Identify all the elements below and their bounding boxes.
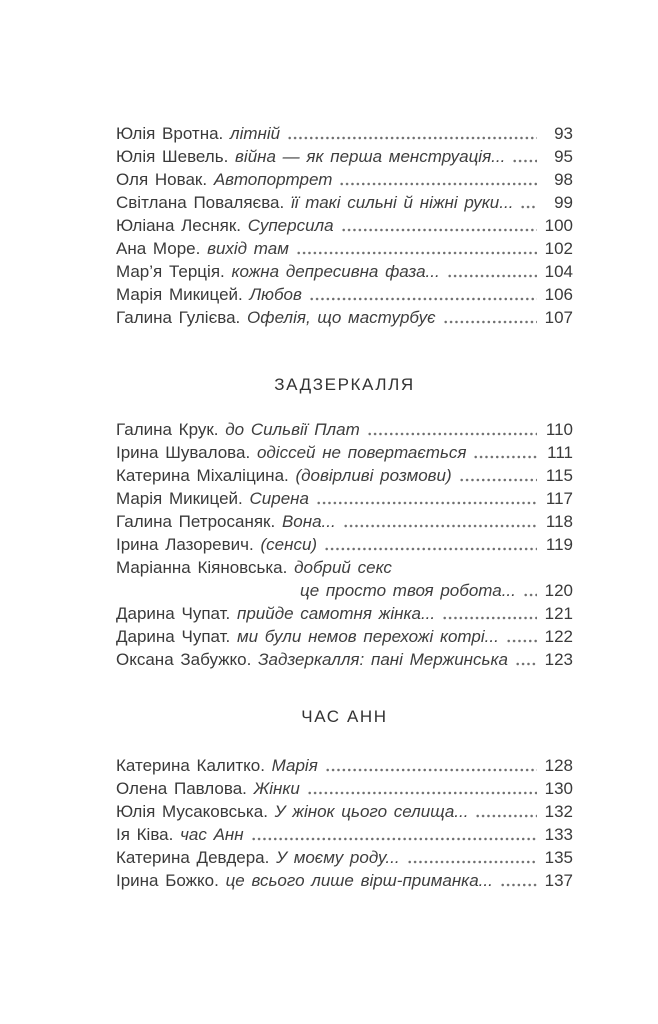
toc-row	[116, 145, 573, 168]
dot-leader	[316, 500, 537, 506]
page-number: 118	[545, 512, 573, 531]
poem-title: (довірливі розмови)	[295, 466, 452, 485]
dot-leader	[459, 477, 537, 483]
poem-title: Задзеркалля: пані Мержинська	[258, 650, 508, 669]
toc-entry-text	[116, 306, 436, 329]
author-name: Ана Море.	[116, 239, 201, 258]
poem-title: вихід там	[207, 239, 289, 258]
page-number: 100	[544, 216, 573, 235]
author-name: Галина Петросаняк.	[116, 512, 276, 531]
toc-row	[116, 846, 573, 869]
page-number: 110	[545, 420, 573, 439]
dot-leader	[251, 836, 537, 842]
page-number: 130	[544, 779, 573, 798]
dot-leader	[325, 767, 537, 773]
poem-title: до Сильвії Плат	[225, 420, 360, 439]
toc-entry-text	[116, 625, 499, 648]
toc-entry-text	[116, 777, 300, 800]
toc-entry-text	[116, 237, 289, 260]
toc-entry-text	[116, 823, 244, 846]
page-number: 133	[544, 825, 573, 844]
author-name: Ірина Шувалова.	[116, 443, 251, 462]
poem-title: Автопортрет	[213, 170, 333, 189]
author-name: Галина Гулієва.	[116, 308, 241, 327]
toc-row	[116, 214, 573, 237]
page-number: 121	[544, 604, 573, 623]
section-header: ЧАС АНН	[301, 707, 388, 726]
author-name: Оксана Забужко.	[116, 650, 252, 669]
dot-leader	[512, 158, 537, 164]
author-name: Катерина Девдера.	[116, 848, 270, 867]
toc-row	[116, 441, 573, 464]
toc-entry-text	[116, 510, 336, 533]
toc-entry-text	[116, 869, 493, 892]
page-number: 99	[554, 193, 573, 212]
author-name: Катерина Калитко.	[116, 756, 265, 775]
toc-row	[116, 168, 573, 191]
dot-leader	[515, 661, 537, 667]
poem-title: добрий секс	[294, 558, 392, 577]
author-name: Марія Микицей.	[116, 489, 243, 508]
poem-title: Вона...	[281, 512, 336, 531]
dot-leader	[287, 135, 537, 141]
dot-leader	[407, 859, 537, 865]
page-number: 93	[554, 124, 573, 143]
dot-leader	[341, 227, 537, 233]
page-number: 128	[544, 756, 573, 775]
toc-entry-text	[116, 260, 440, 283]
toc-row	[116, 533, 573, 556]
toc-entry-text	[116, 464, 452, 487]
toc-entry-text	[116, 168, 332, 191]
toc-entry-text	[116, 487, 309, 510]
toc-row	[116, 648, 573, 671]
toc-entry-text	[116, 800, 468, 823]
poem-title: прийде самотня жінка...	[236, 604, 436, 623]
toc-row	[116, 283, 573, 306]
poem-title: У моєму роду...	[276, 848, 400, 867]
section-header: ЗАДЗЕРКАЛЛЯ	[274, 375, 415, 394]
poem-title: (сенси)	[260, 535, 318, 554]
page-number: 137	[544, 871, 573, 890]
toc-row	[116, 191, 573, 214]
page-number: 102	[544, 239, 573, 258]
poem-title: кожна депресивна фаза...	[231, 262, 440, 281]
page-number: 132	[544, 802, 573, 821]
page-number: 135	[544, 848, 573, 867]
author-name: Дарина Чупат.	[116, 604, 231, 623]
dot-leader	[442, 615, 537, 621]
toc-entry-text	[116, 846, 400, 869]
dot-leader	[307, 790, 537, 796]
dot-leader	[324, 546, 537, 552]
toc-entry-text	[116, 556, 392, 579]
dot-leader	[343, 523, 537, 529]
toc-row	[116, 122, 573, 145]
dot-leader	[506, 638, 537, 644]
page-number: 117	[545, 489, 573, 508]
toc-row	[116, 237, 573, 260]
toc-entry-text	[116, 283, 302, 306]
author-name: Мар’я Терція.	[116, 262, 225, 281]
toc-entry-text	[116, 533, 317, 556]
author-name: Дарина Чупат.	[116, 627, 231, 646]
poem-title: ми були немов перехожі котрі...	[236, 627, 499, 646]
toc-entry-text	[116, 191, 513, 214]
poem-title: Сирена	[249, 489, 309, 508]
dot-leader	[296, 250, 537, 256]
poem-title: час Анн	[180, 825, 244, 844]
author-name: Юліана Лесняк.	[116, 216, 241, 235]
poem-title-continuation: це просто твоя робота...	[300, 581, 516, 600]
toc-row	[116, 625, 573, 648]
dot-leader	[443, 319, 537, 325]
poem-title: літній	[230, 124, 281, 143]
author-name: Галина Крук.	[116, 420, 219, 439]
poem-title: це всього лише вірш-приманка...	[225, 871, 493, 890]
toc-entry-text	[116, 441, 466, 464]
dot-leader	[309, 296, 537, 302]
poem-title: Суперсила	[247, 216, 334, 235]
toc-row	[116, 464, 573, 487]
author-name: Юлія Шевель.	[116, 147, 229, 166]
toc-row	[116, 777, 573, 800]
page-number: 119	[545, 535, 573, 554]
page-number: 98	[554, 170, 573, 189]
author-name: Оля Новак.	[116, 170, 208, 189]
poem-title: У жінок цього селища...	[274, 802, 469, 821]
author-name: Катерина Міхаліцина.	[116, 466, 289, 485]
dot-leader	[475, 813, 537, 819]
dot-leader	[447, 273, 537, 279]
dot-leader	[520, 204, 537, 210]
toc-section	[116, 373, 573, 671]
author-name: Світлана Поваляєва.	[116, 193, 285, 212]
toc-row	[116, 556, 573, 579]
toc-row	[116, 418, 573, 441]
dot-leader	[367, 431, 537, 437]
author-name: Олена Павлова.	[116, 779, 247, 798]
table-of-contents	[116, 122, 573, 892]
toc-row	[116, 869, 573, 892]
toc-section	[116, 705, 573, 892]
toc-row	[116, 754, 573, 777]
author-name: Ірина Лазоревич.	[116, 535, 254, 554]
toc-entry-text	[116, 214, 334, 237]
author-name: Ія Ківа.	[116, 825, 174, 844]
poem-title: Марія	[271, 756, 318, 775]
toc-row	[116, 800, 573, 823]
author-name: Маріанна Кіяновська.	[116, 558, 288, 577]
toc-entry-text	[116, 602, 435, 625]
toc-row	[116, 510, 573, 533]
poem-title: її такі сильні й ніжні руки...	[290, 193, 514, 212]
page-number: 115	[545, 466, 573, 485]
page-number: 122	[544, 627, 573, 646]
page-number: 107	[544, 308, 573, 327]
toc-entry-text	[116, 648, 508, 671]
poem-title: одіссей не повертається	[256, 443, 467, 462]
toc-row	[116, 260, 573, 283]
poem-title: Жінки	[253, 779, 300, 798]
poem-title: війна — як перша менструація...	[235, 147, 506, 166]
dot-leader	[339, 181, 537, 187]
page-number: 120	[544, 581, 573, 600]
toc-entry-text	[116, 754, 318, 777]
author-name: Юлія Мусаковська.	[116, 802, 268, 821]
page-number: 95	[554, 147, 573, 166]
toc-entry-text	[116, 122, 280, 145]
dot-leader	[523, 592, 537, 598]
page-number: 104	[544, 262, 573, 281]
poem-title: Любов	[249, 285, 302, 304]
dot-leader	[500, 882, 537, 888]
author-name: Марія Микицей.	[116, 285, 243, 304]
toc-row	[116, 602, 573, 625]
author-name: Ірина Божко.	[116, 871, 219, 890]
page-number: 106	[544, 285, 573, 304]
poem-title: Офелія, що мастурбує	[247, 308, 436, 327]
toc-entry-text	[116, 418, 360, 441]
toc-row	[116, 823, 573, 846]
page-number: 111	[547, 443, 573, 462]
page-number: 123	[544, 650, 573, 669]
toc-row	[116, 487, 573, 510]
author-name: Юлія Вротна.	[116, 124, 224, 143]
toc-row-continuation	[116, 579, 573, 602]
toc-section	[116, 122, 573, 329]
toc-entry-text	[116, 145, 505, 168]
toc-row	[116, 306, 573, 329]
dot-leader	[473, 454, 537, 460]
